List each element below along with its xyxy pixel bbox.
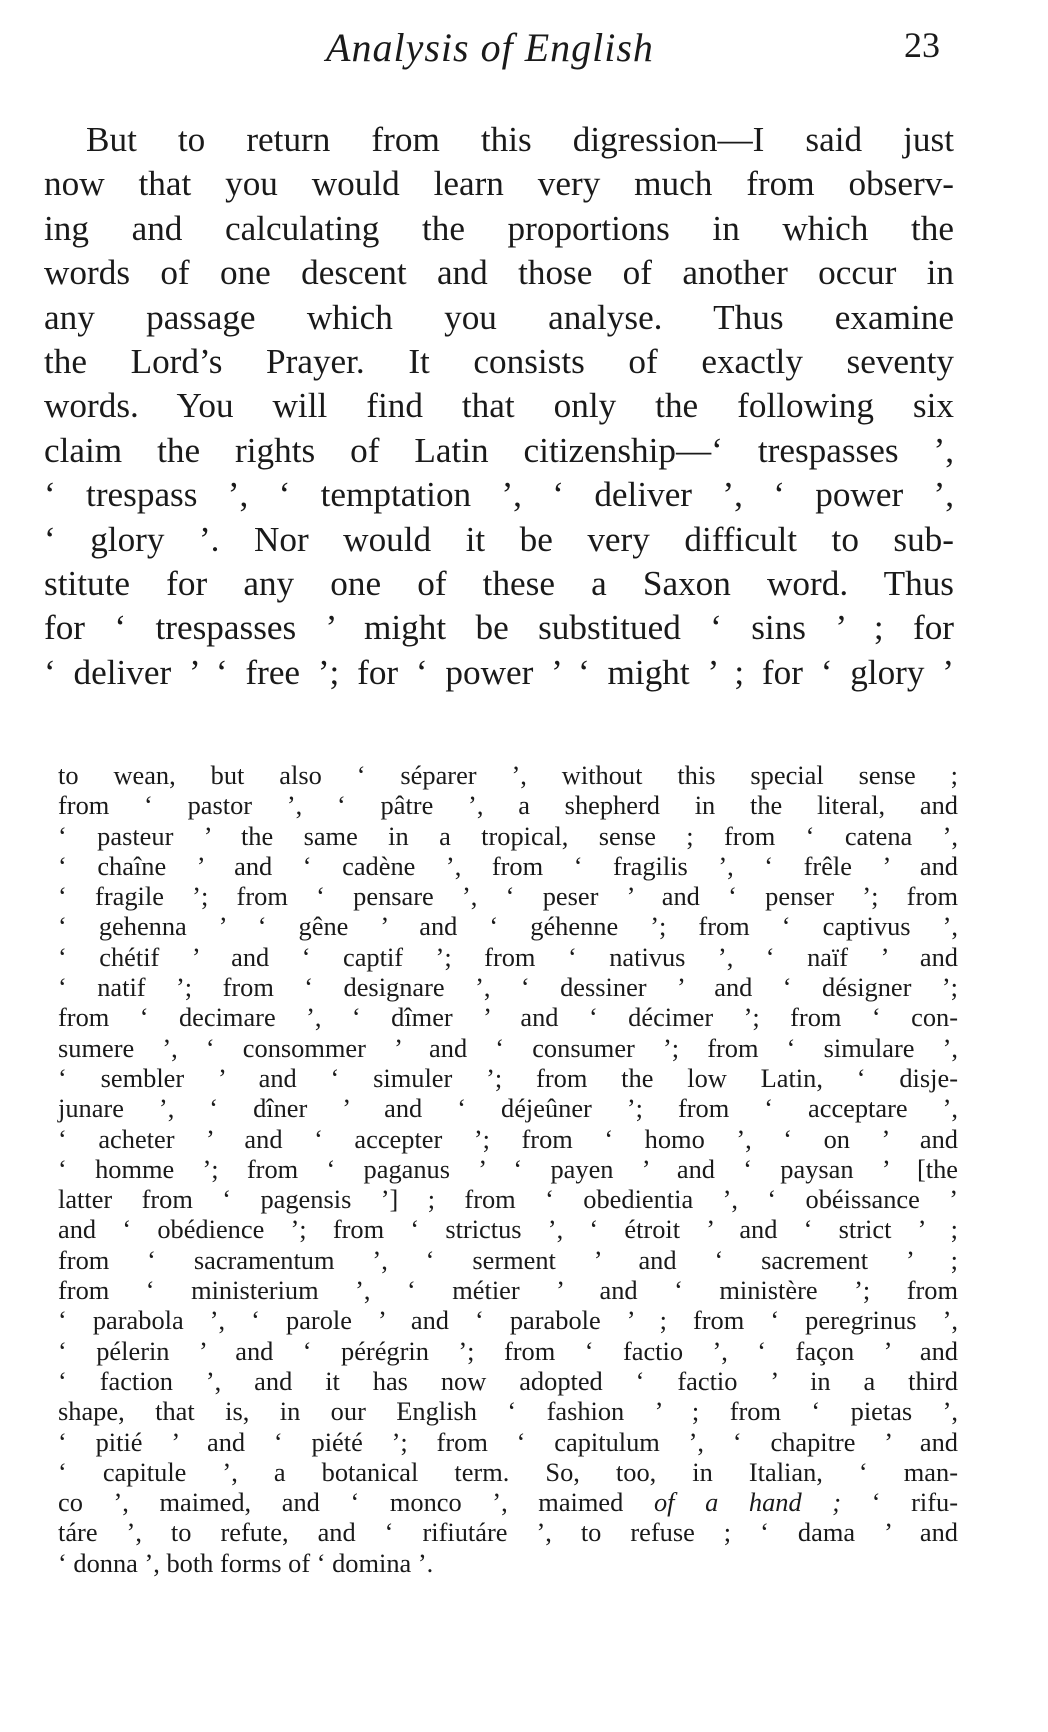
footnote-line-mixed [58,1487,958,1517]
main-text-line: claim the rights of Latin citizenship—‘ trespasses ’, [44,430,954,470]
footnote-line: ‘ pélerin ’ and ‘ pérégrin ’; from ‘ factio ’, ‘ façon ’ and [58,1335,958,1366]
main-text-line: But to return from this digression—I said just [86,120,954,159]
footnote-line: ‘ natif ’; from ‘ designare ’, ‘ dessiner ’ and ‘ désigner ’; [58,972,958,1003]
footnote-line: ‘ parabola ’, ‘ parole ’ and ‘ parabole ’ ; from ‘ peregrinus ’, [58,1305,958,1336]
footnote-line-part: ‘ rifu- [841,1487,958,1518]
footnote-last-line: ‘ donna ’, both forms of ‘ domina ’. [58,1547,434,1578]
footnote-line: to wean, but also ‘ séparer ’, without this special sense ; [58,760,958,790]
footnote-line: ‘ fragile ’; from ‘ pensare ’, ‘ peser ’ and ‘ penser ’; from [58,881,958,912]
footnote-line: sumere ’, ‘ consommer ’ and ‘ consumer ’; from ‘ simulare ’, [58,1032,958,1063]
main-text-line: any passage which you analyse. Thus examine [44,297,954,337]
footnote-line: ‘ capitule ’, a botanical term. So, too, in Italian, ‘ man- [58,1456,958,1487]
footnote-line: ‘ pitié ’ and ‘ piété ’; from ‘ capitulum ’, ‘ chapitre ’ and [58,1426,958,1457]
main-text-line: ‘ deliver ’ ‘ free ’; for ‘ power ’ ‘ might ’ ; for ‘ glory ’ [44,652,954,692]
page-number: 23 [904,25,940,65]
footnote-line: from ‘ pastor ’, ‘ pâtre ’, a shepherd in the literal, and [58,790,958,821]
main-text-line: ‘ glory ’. Nor would it be very difficult to sub- [44,519,954,559]
main-text-line: for ‘ trespasses ’ might be substitued ‘ sins ’ ; for [44,608,954,648]
running-title: Analysis of English [326,25,654,70]
main-text-line: stitute for any one of these a Saxon word. Thus [44,563,954,603]
footnote-line: táre ’, to refute, and ‘ rifiutáre ’, to refuse ; ‘ dama ’ and [58,1517,958,1548]
footnote-line: latter from ‘ pagensis ’] ; from ‘ obedientia ’, ‘ obéissance ’ [58,1184,958,1215]
footnote-line: from ‘ ministerium ’, ‘ métier ’ and ‘ ministère ’; from [58,1275,958,1306]
footnote-line: ‘ faction ’, and it has now adopted ‘ factio ’ in a third [58,1365,958,1396]
footnote-line: ‘ chétif ’ and ‘ captif ’; from ‘ nativus ’, ‘ naïf ’ and [58,941,958,972]
main-text-line: the Lord’s Prayer. It consists of exactly seventy [44,341,954,381]
footnote-line: junare ’, ‘ dîner ’ and ‘ déjeûner ’; from ‘ acceptare ’, [58,1093,958,1124]
main-text-line: words of one descent and those of another occur in [44,253,954,293]
footnote-line: from ‘ decimare ’, ‘ dîmer ’ and ‘ décimer ’; from ‘ con- [58,1002,958,1033]
footnote-italic-phrase: of a hand ; [653,1487,842,1518]
main-text-line: ing and calculating the proportions in which the [44,208,954,248]
footnote-line: ‘ acheter ’ and ‘ accepter ’; from ‘ homo ’, ‘ on ’ and [58,1123,958,1154]
main-paragraph [44,118,954,695]
footnote-line: ‘ pasteur ’ the same in a tropical, sense ; from ‘ catena ’, [58,820,958,851]
footnote [58,760,958,1578]
footnote-line: from ‘ sacramentum ’, ‘ serment ’ and ‘ sacrement ’ ; [58,1244,958,1275]
footnote-line: ‘ sembler ’ and ‘ simuler ’; from the low Latin, ‘ disje- [58,1062,958,1093]
main-text-line: ‘ trespass ’, ‘ temptation ’, ‘ deliver ’, ‘ power ’, [44,475,954,515]
running-head [40,22,940,82]
footnote-line: ‘ gehenna ’ ‘ gêne ’ and ‘ géhenne ’; from ‘ captivus ’, [58,911,958,942]
footnote-line-part: co ’, maimed, and ‘ monco ’, maimed [58,1487,654,1518]
main-text-line: words. You will find that only the following six [44,386,954,426]
main-text-line: now that you would learn very much from observ- [44,164,954,204]
footnote-line: and ‘ obédience ’; from ‘ strictus ’, ‘ étroit ’ and ‘ strict ’ ; [58,1214,958,1245]
footnote-line: ‘ chaîne ’ and ‘ cadène ’, from ‘ fragilis ’, ‘ frêle ’ and [58,850,958,881]
footnote-line: shape, that is, in our English ‘ fashion ’ ; from ‘ pietas ’, [58,1396,958,1427]
footnote-line: ‘ homme ’; from ‘ paganus ’ ‘ payen ’ and ‘ paysan ’ [the [58,1153,958,1184]
